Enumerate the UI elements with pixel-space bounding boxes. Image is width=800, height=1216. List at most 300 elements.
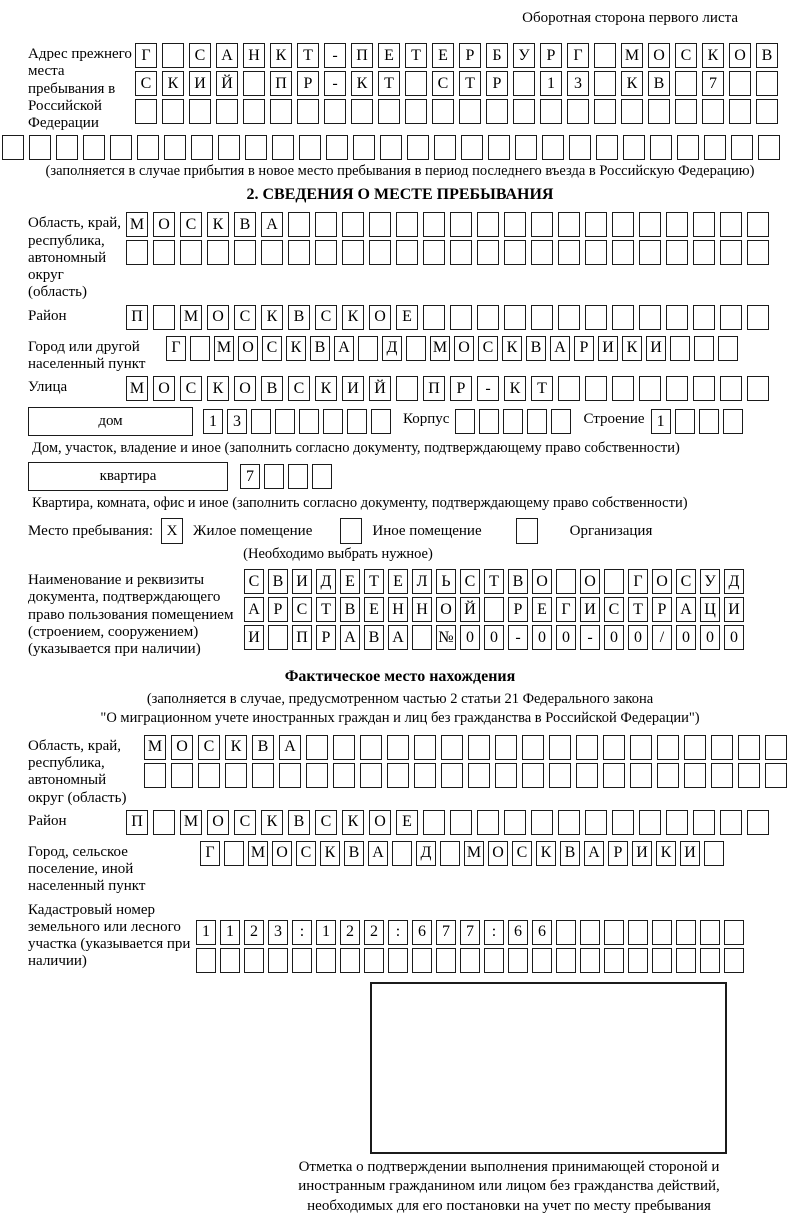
char-cell[interactable]: 1	[203, 409, 223, 434]
char-cell[interactable]: Г	[628, 569, 648, 594]
char-cell[interactable]	[299, 135, 321, 160]
char-cell[interactable]	[738, 735, 760, 760]
char-cell[interactable]	[198, 763, 220, 788]
char-cell[interactable]: П	[292, 625, 312, 650]
char-cell[interactable]	[342, 240, 364, 265]
char-cell[interactable]: О	[369, 810, 391, 835]
char-cell[interactable]: Т	[459, 71, 481, 96]
char-cell[interactable]	[191, 135, 213, 160]
char-cell[interactable]: Т	[316, 597, 336, 622]
char-cell[interactable]: С	[198, 735, 220, 760]
char-cell[interactable]	[604, 920, 624, 945]
char-cell[interactable]	[406, 336, 426, 361]
char-cell[interactable]: 1	[196, 920, 216, 945]
char-cell[interactable]: 6	[508, 920, 528, 945]
char-cell[interactable]	[585, 212, 607, 237]
char-cell[interactable]: К	[207, 212, 229, 237]
char-cell[interactable]: Д	[382, 336, 402, 361]
char-cell[interactable]	[333, 763, 355, 788]
char-cell[interactable]	[484, 597, 504, 622]
char-cell[interactable]: А	[340, 625, 360, 650]
char-cell[interactable]	[513, 99, 535, 124]
char-cell[interactable]	[639, 212, 661, 237]
char-cell[interactable]	[477, 810, 499, 835]
char-cell[interactable]	[747, 376, 769, 401]
char-cell[interactable]: К	[320, 841, 340, 866]
char-cell[interactable]: С	[315, 810, 337, 835]
char-cell[interactable]	[758, 135, 780, 160]
char-cell[interactable]: Е	[364, 597, 384, 622]
char-cell[interactable]	[603, 735, 625, 760]
char-cell[interactable]: 2	[364, 920, 384, 945]
char-cell[interactable]	[153, 810, 175, 835]
char-cell[interactable]	[720, 376, 742, 401]
char-cell[interactable]: В	[756, 43, 778, 68]
char-cell[interactable]: Ц	[700, 597, 720, 622]
char-cell[interactable]	[358, 336, 378, 361]
char-cell[interactable]: 1	[651, 409, 671, 434]
char-cell[interactable]	[164, 135, 186, 160]
char-cell[interactable]	[224, 841, 244, 866]
char-cell[interactable]	[450, 305, 472, 330]
char-cell[interactable]	[569, 135, 591, 160]
char-cell[interactable]	[724, 948, 744, 973]
char-cell[interactable]: У	[513, 43, 535, 68]
char-cell[interactable]	[110, 135, 132, 160]
char-cell[interactable]	[488, 135, 510, 160]
char-cell[interactable]: 6	[412, 920, 432, 945]
char-cell[interactable]: В	[252, 735, 274, 760]
char-cell[interactable]: К	[225, 735, 247, 760]
char-cell[interactable]: /	[652, 625, 672, 650]
char-cell[interactable]: О	[652, 569, 672, 594]
char-cell[interactable]: Г	[166, 336, 186, 361]
char-cell[interactable]: С	[135, 71, 157, 96]
char-cell[interactable]: 7	[240, 464, 260, 489]
char-cell[interactable]	[504, 810, 526, 835]
char-cell[interactable]: К	[351, 71, 373, 96]
char-cell[interactable]	[441, 735, 463, 760]
char-cell[interactable]	[407, 135, 429, 160]
char-cell[interactable]	[729, 71, 751, 96]
char-cell[interactable]: С	[432, 71, 454, 96]
char-cell[interactable]: Т	[405, 43, 427, 68]
char-cell[interactable]	[275, 409, 295, 434]
char-cell[interactable]	[720, 305, 742, 330]
char-cell[interactable]	[268, 948, 288, 973]
char-cell[interactable]: Р	[297, 71, 319, 96]
char-cell[interactable]	[666, 376, 688, 401]
char-cell[interactable]: С	[262, 336, 282, 361]
char-cell[interactable]: О	[369, 305, 391, 330]
char-cell[interactable]	[628, 920, 648, 945]
char-cell[interactable]: 1	[540, 71, 562, 96]
char-cell[interactable]: О	[532, 569, 552, 594]
char-cell[interactable]	[216, 99, 238, 124]
char-cell[interactable]: И	[632, 841, 652, 866]
char-cell[interactable]	[245, 135, 267, 160]
char-cell[interactable]	[711, 763, 733, 788]
char-cell[interactable]: О	[234, 376, 256, 401]
char-cell[interactable]: У	[700, 569, 720, 594]
char-cell[interactable]: А	[368, 841, 388, 866]
char-cell[interactable]	[450, 212, 472, 237]
char-cell[interactable]	[479, 409, 499, 434]
char-cell[interactable]: Г	[567, 43, 589, 68]
char-cell[interactable]: М	[248, 841, 268, 866]
char-cell[interactable]	[612, 240, 634, 265]
char-cell[interactable]	[666, 240, 688, 265]
char-cell[interactable]: Е	[396, 305, 418, 330]
char-cell[interactable]	[700, 920, 720, 945]
char-cell[interactable]	[676, 948, 696, 973]
char-cell[interactable]: С	[234, 305, 256, 330]
char-cell[interactable]	[504, 212, 526, 237]
char-cell[interactable]: 3	[268, 920, 288, 945]
char-cell[interactable]	[503, 409, 523, 434]
char-cell[interactable]	[558, 376, 580, 401]
char-cell[interactable]	[288, 464, 308, 489]
char-cell[interactable]	[340, 948, 360, 973]
char-cell[interactable]	[495, 763, 517, 788]
char-cell[interactable]	[648, 99, 670, 124]
char-cell[interactable]	[288, 212, 310, 237]
char-cell[interactable]	[326, 135, 348, 160]
char-cell[interactable]	[720, 212, 742, 237]
char-cell[interactable]: О	[153, 376, 175, 401]
char-cell[interactable]: Г	[556, 597, 576, 622]
char-cell[interactable]	[666, 810, 688, 835]
char-cell[interactable]	[396, 376, 418, 401]
char-cell[interactable]	[180, 240, 202, 265]
char-cell[interactable]	[477, 212, 499, 237]
char-cell[interactable]	[244, 948, 264, 973]
char-cell[interactable]	[486, 99, 508, 124]
char-cell[interactable]: Н	[243, 43, 265, 68]
char-cell[interactable]	[162, 99, 184, 124]
char-cell[interactable]: И	[580, 597, 600, 622]
char-cell[interactable]: В	[344, 841, 364, 866]
char-cell[interactable]	[720, 810, 742, 835]
char-cell[interactable]: И	[646, 336, 666, 361]
char-cell[interactable]: И	[189, 71, 211, 96]
char-cell[interactable]	[412, 948, 432, 973]
char-cell[interactable]: О	[238, 336, 258, 361]
char-cell[interactable]	[693, 810, 715, 835]
char-cell[interactable]	[747, 240, 769, 265]
char-cell[interactable]	[556, 920, 576, 945]
char-cell[interactable]	[580, 920, 600, 945]
char-cell[interactable]	[585, 810, 607, 835]
char-cell[interactable]	[576, 735, 598, 760]
char-cell[interactable]	[556, 948, 576, 973]
char-cell[interactable]	[718, 336, 738, 361]
char-cell[interactable]	[693, 240, 715, 265]
char-cell[interactable]	[162, 43, 184, 68]
char-cell[interactable]: 6	[532, 920, 552, 945]
char-cell[interactable]: П	[126, 305, 148, 330]
char-cell[interactable]	[171, 763, 193, 788]
char-cell[interactable]	[414, 763, 436, 788]
char-cell[interactable]: П	[351, 43, 373, 68]
char-cell[interactable]	[720, 240, 742, 265]
char-cell[interactable]	[694, 336, 714, 361]
char-cell[interactable]: Т	[484, 569, 504, 594]
char-cell[interactable]	[196, 948, 216, 973]
char-cell[interactable]	[702, 99, 724, 124]
char-cell[interactable]	[756, 99, 778, 124]
char-cell[interactable]: С	[478, 336, 498, 361]
char-cell[interactable]: Т	[531, 376, 553, 401]
char-cell[interactable]	[412, 625, 432, 650]
char-cell[interactable]	[83, 135, 105, 160]
char-cell[interactable]	[461, 135, 483, 160]
char-cell[interactable]: С	[288, 376, 310, 401]
char-cell[interactable]	[312, 464, 332, 489]
char-cell[interactable]: 7	[436, 920, 456, 945]
char-cell[interactable]	[515, 135, 537, 160]
char-cell[interactable]	[460, 948, 480, 973]
char-cell[interactable]	[704, 841, 724, 866]
char-cell[interactable]	[225, 763, 247, 788]
char-cell[interactable]: -	[477, 376, 499, 401]
char-cell[interactable]: М	[180, 305, 202, 330]
char-cell[interactable]	[585, 376, 607, 401]
char-cell[interactable]	[137, 135, 159, 160]
char-cell[interactable]	[628, 948, 648, 973]
char-cell[interactable]	[585, 305, 607, 330]
char-cell[interactable]	[378, 99, 400, 124]
char-cell[interactable]	[623, 135, 645, 160]
char-cell[interactable]	[675, 71, 697, 96]
char-cell[interactable]: С	[296, 841, 316, 866]
char-cell[interactable]: К	[315, 376, 337, 401]
char-cell[interactable]	[650, 135, 672, 160]
char-cell[interactable]: Г	[200, 841, 220, 866]
char-cell[interactable]	[652, 948, 672, 973]
char-cell[interactable]: С	[604, 597, 624, 622]
char-cell[interactable]	[558, 305, 580, 330]
char-cell[interactable]: С	[234, 810, 256, 835]
char-cell[interactable]	[729, 99, 751, 124]
char-cell[interactable]	[704, 135, 726, 160]
char-cell[interactable]: №	[436, 625, 456, 650]
char-cell[interactable]	[549, 763, 571, 788]
char-cell[interactable]: Р	[540, 43, 562, 68]
char-cell[interactable]	[364, 948, 384, 973]
char-cell[interactable]: М	[126, 212, 148, 237]
char-cell[interactable]	[306, 763, 328, 788]
char-cell[interactable]	[603, 763, 625, 788]
char-cell[interactable]	[396, 212, 418, 237]
char-cell[interactable]	[711, 735, 733, 760]
char-cell[interactable]: Б	[486, 43, 508, 68]
char-cell[interactable]	[316, 948, 336, 973]
char-cell[interactable]: Й	[460, 597, 480, 622]
char-cell[interactable]	[531, 240, 553, 265]
char-cell[interactable]	[440, 841, 460, 866]
char-cell[interactable]: П	[270, 71, 292, 96]
char-cell[interactable]: А	[279, 735, 301, 760]
char-cell[interactable]	[657, 735, 679, 760]
char-cell[interactable]	[585, 240, 607, 265]
char-cell[interactable]	[299, 409, 319, 434]
char-cell[interactable]	[738, 763, 760, 788]
char-cell[interactable]	[360, 735, 382, 760]
char-cell[interactable]	[272, 135, 294, 160]
char-cell[interactable]	[527, 409, 547, 434]
char-cell[interactable]: Т	[378, 71, 400, 96]
char-cell[interactable]: О	[207, 305, 229, 330]
char-cell[interactable]	[639, 376, 661, 401]
char-cell[interactable]	[567, 99, 589, 124]
char-cell[interactable]	[261, 240, 283, 265]
char-cell[interactable]: :	[292, 920, 312, 945]
char-cell[interactable]	[522, 763, 544, 788]
char-cell[interactable]	[56, 135, 78, 160]
char-cell[interactable]: 0	[700, 625, 720, 650]
char-cell[interactable]: Р	[450, 376, 472, 401]
char-cell[interactable]	[765, 735, 787, 760]
char-cell[interactable]	[405, 71, 427, 96]
char-cell[interactable]	[684, 763, 706, 788]
char-cell[interactable]	[666, 212, 688, 237]
char-cell[interactable]: Л	[412, 569, 432, 594]
char-cell[interactable]	[315, 240, 337, 265]
char-cell[interactable]: 3	[567, 71, 589, 96]
char-cell[interactable]	[153, 240, 175, 265]
char-cell[interactable]	[477, 240, 499, 265]
char-cell[interactable]	[380, 135, 402, 160]
char-cell[interactable]: В	[268, 569, 288, 594]
char-cell[interactable]	[347, 409, 367, 434]
char-cell[interactable]	[666, 305, 688, 330]
char-cell[interactable]: И	[598, 336, 618, 361]
char-cell[interactable]	[639, 810, 661, 835]
char-cell[interactable]: М	[144, 735, 166, 760]
char-cell[interactable]: М	[180, 810, 202, 835]
char-cell[interactable]	[504, 240, 526, 265]
char-cell[interactable]	[353, 135, 375, 160]
char-cell[interactable]: -	[580, 625, 600, 650]
char-cell[interactable]	[747, 212, 769, 237]
char-cell[interactable]: М	[464, 841, 484, 866]
char-cell[interactable]: К	[504, 376, 526, 401]
char-cell[interactable]: М	[621, 43, 643, 68]
char-cell[interactable]: П	[423, 376, 445, 401]
char-cell[interactable]: Т	[297, 43, 319, 68]
char-cell[interactable]	[450, 810, 472, 835]
char-cell[interactable]: С	[292, 597, 312, 622]
char-cell[interactable]: К	[536, 841, 556, 866]
char-cell[interactable]: С	[315, 305, 337, 330]
char-cell[interactable]	[387, 735, 409, 760]
char-cell[interactable]: Р	[508, 597, 528, 622]
char-cell[interactable]: Т	[628, 597, 648, 622]
char-cell[interactable]: К	[207, 376, 229, 401]
char-cell[interactable]	[234, 240, 256, 265]
char-cell[interactable]	[468, 763, 490, 788]
char-cell[interactable]	[612, 376, 634, 401]
char-cell[interactable]: О	[488, 841, 508, 866]
char-cell[interactable]: Р	[486, 71, 508, 96]
char-cell[interactable]	[594, 43, 616, 68]
char-cell[interactable]: С	[244, 569, 264, 594]
char-cell[interactable]	[423, 240, 445, 265]
char-cell[interactable]	[405, 99, 427, 124]
char-cell[interactable]	[441, 763, 463, 788]
char-cell[interactable]: 2	[340, 920, 360, 945]
char-cell[interactable]	[756, 71, 778, 96]
char-cell[interactable]	[268, 625, 288, 650]
char-cell[interactable]: О	[580, 569, 600, 594]
char-cell[interactable]	[126, 240, 148, 265]
char-cell[interactable]	[324, 99, 346, 124]
char-cell[interactable]	[558, 240, 580, 265]
char-cell[interactable]	[531, 810, 553, 835]
char-cell[interactable]: 7	[702, 71, 724, 96]
char-cell[interactable]	[612, 212, 634, 237]
char-cell[interactable]	[369, 212, 391, 237]
char-cell[interactable]: 0	[676, 625, 696, 650]
char-cell[interactable]	[369, 240, 391, 265]
char-cell[interactable]: И	[680, 841, 700, 866]
char-cell[interactable]	[297, 99, 319, 124]
char-cell[interactable]	[556, 569, 576, 594]
char-cell[interactable]	[436, 948, 456, 973]
char-cell[interactable]: Й	[369, 376, 391, 401]
char-cell[interactable]	[700, 948, 720, 973]
char-cell[interactable]: -	[324, 71, 346, 96]
char-cell[interactable]: 7	[460, 920, 480, 945]
char-cell[interactable]: И	[342, 376, 364, 401]
char-cell[interactable]: А	[676, 597, 696, 622]
char-cell[interactable]	[639, 305, 661, 330]
char-cell[interactable]: 0	[604, 625, 624, 650]
char-cell[interactable]: О	[272, 841, 292, 866]
char-cell[interactable]	[549, 735, 571, 760]
char-cell[interactable]	[677, 135, 699, 160]
checkbox-other-premises[interactable]	[340, 518, 362, 544]
char-cell[interactable]: :	[484, 920, 504, 945]
char-cell[interactable]: В	[508, 569, 528, 594]
char-cell[interactable]: 1	[220, 920, 240, 945]
char-cell[interactable]: 0	[484, 625, 504, 650]
char-cell[interactable]: А	[388, 625, 408, 650]
char-cell[interactable]	[652, 920, 672, 945]
char-cell[interactable]	[675, 99, 697, 124]
char-cell[interactable]	[765, 763, 787, 788]
char-cell[interactable]: Р	[268, 597, 288, 622]
char-cell[interactable]: В	[526, 336, 546, 361]
char-cell[interactable]	[532, 948, 552, 973]
char-cell[interactable]	[594, 71, 616, 96]
char-cell[interactable]	[551, 409, 571, 434]
char-cell[interactable]: Г	[135, 43, 157, 68]
char-cell[interactable]: К	[342, 305, 364, 330]
char-cell[interactable]	[723, 409, 743, 434]
char-cell[interactable]: О	[436, 597, 456, 622]
char-cell[interactable]: 3	[227, 409, 247, 434]
char-cell[interactable]: С	[180, 376, 202, 401]
char-cell[interactable]	[135, 99, 157, 124]
char-cell[interactable]: Р	[459, 43, 481, 68]
char-cell[interactable]	[604, 569, 624, 594]
char-cell[interactable]: А	[244, 597, 264, 622]
char-cell[interactable]	[693, 305, 715, 330]
char-cell[interactable]: К	[342, 810, 364, 835]
char-cell[interactable]: -	[324, 43, 346, 68]
